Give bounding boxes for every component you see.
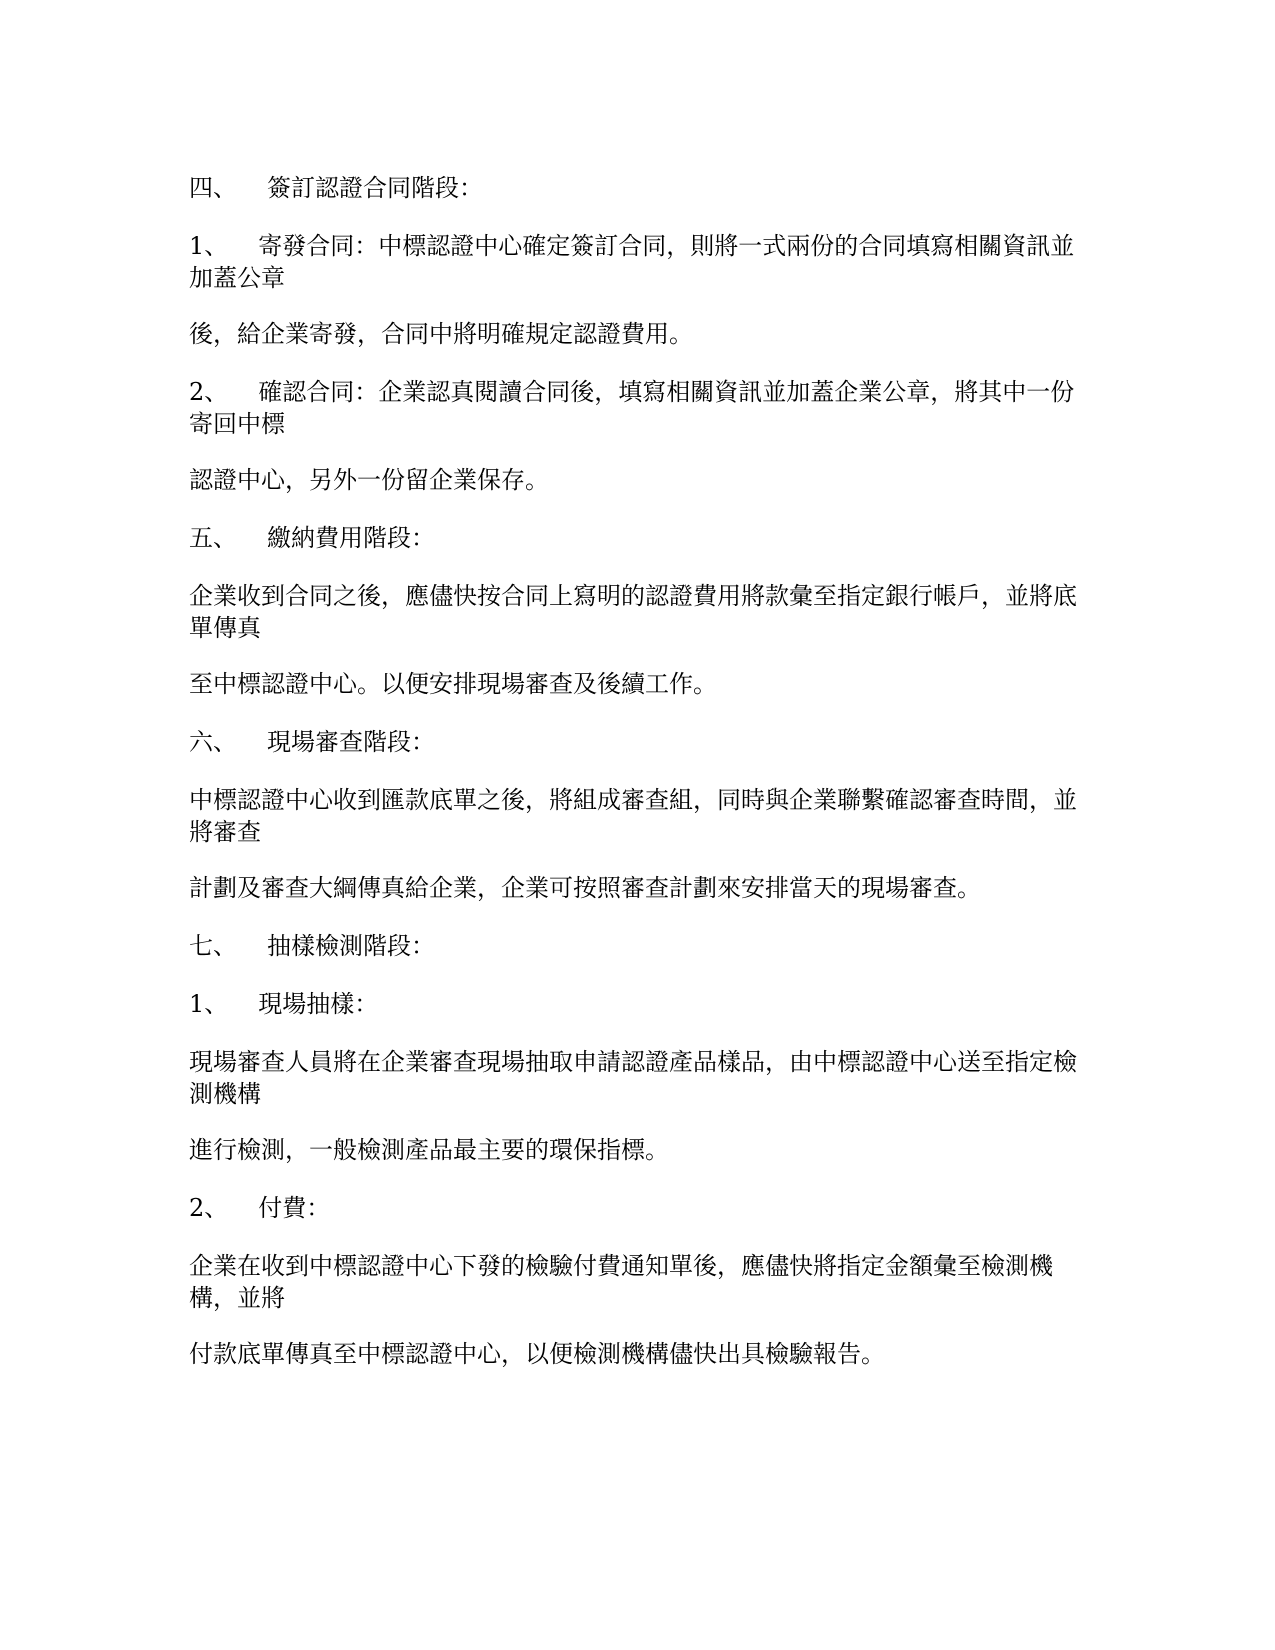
numbered-paragraph xyxy=(189,376,1089,440)
paragraph: 現場審查人員將在企業審查現場抽取申請認證產品樣品，由中標認證中心送至指定檢測機構 xyxy=(189,1048,1077,1108)
section-title: 現場審查階段： xyxy=(267,728,435,756)
section-heading xyxy=(189,726,1089,758)
item-number: 1、 xyxy=(189,990,229,1018)
section-heading xyxy=(189,522,1089,554)
section-title: 繳納費用階段： xyxy=(267,524,435,552)
section-number: 七、 xyxy=(189,932,237,960)
paragraph-continuation: 至中標認證中心。以便安排現場審查及後續工作。 xyxy=(189,670,717,698)
paragraph-continuation: 後，給企業寄發，合同中將明確規定認證費用。 xyxy=(189,320,693,348)
item-text: 確認合同：企業認真閱讀合同後，填寫相關資訊並加蓋企業公章，將其中一份寄回中標 xyxy=(189,378,1075,438)
paragraph-continuation: 計劃及審查大綱傳真給企業，企業可按照審查計劃來安排當天的現場審查。 xyxy=(189,874,981,902)
paragraph: 企業收到合同之後，應儘快按合同上寫明的認證費用將款彙至指定銀行帳戶，並將底單傳真 xyxy=(189,582,1077,642)
section-number: 六、 xyxy=(189,728,237,756)
section-heading xyxy=(189,172,1089,204)
item-number: 1、 xyxy=(189,232,229,260)
section-title: 簽訂認證合同階段： xyxy=(267,174,483,202)
paragraph: 企業在收到中標認證中心下發的檢驗付費通知單後，應儘快將指定金額彙至檢測機構，並將 xyxy=(189,1252,1053,1312)
numbered-paragraph xyxy=(189,1192,1089,1224)
item-text: 現場抽樣： xyxy=(258,990,379,1018)
paragraph: 中標認證中心收到匯款底單之後，將組成審查組，同時與企業聯繫確認審查時間，並將審查 xyxy=(189,786,1077,846)
item-number: 2、 xyxy=(189,1194,229,1222)
section-heading xyxy=(189,930,1089,962)
numbered-paragraph xyxy=(189,988,1089,1020)
item-number: 2、 xyxy=(189,378,229,406)
section-number: 五、 xyxy=(189,524,237,552)
section-title: 抽樣檢測階段： xyxy=(267,932,435,960)
item-text: 寄發合同：中標認證中心確定簽訂合同，則將一式兩份的合同填寫相關資訊並加蓋公章 xyxy=(189,232,1075,292)
section-number: 四、 xyxy=(189,174,237,202)
paragraph-continuation: 進行檢測，一般檢測產品最主要的環保指標。 xyxy=(189,1136,669,1164)
paragraph-continuation: 認證中心，另外一份留企業保存。 xyxy=(189,466,549,494)
paragraph-continuation: 付款底單傳真至中標認證中心，以便檢測機構儘快出具檢驗報告。 xyxy=(189,1340,885,1368)
numbered-paragraph xyxy=(189,230,1089,294)
item-text: 付費： xyxy=(258,1194,331,1222)
